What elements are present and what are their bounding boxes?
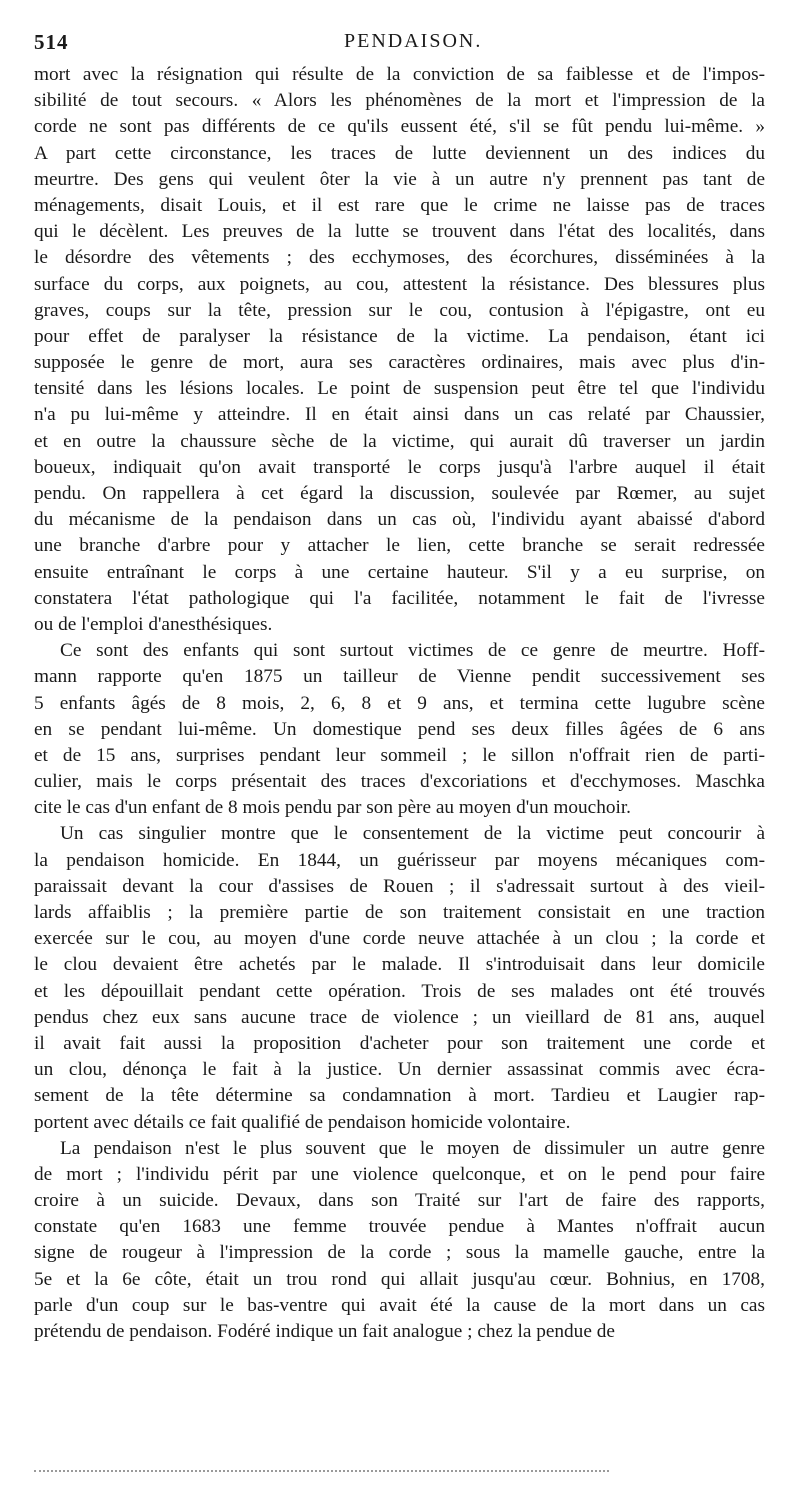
page-header (34, 30, 764, 60)
text-line: le désordre des vêtements ; des ecchymoses, des écorchures, disséminées à la (34, 247, 765, 269)
text-line: paraissait devant la cour d'assises de Rouen ; il s'adressait surtout à des vieil- (34, 875, 765, 897)
text-line: le clou devaient être achetés par le malade. Il s'introduisait dans leur domicile (34, 954, 765, 976)
text-line: surface du corps, aux poignets, au cou, attestent la résistance. Des blessures plus (34, 273, 765, 295)
text-line: Un cas singulier montre que le consentement de la victime peut concourir à (60, 823, 765, 845)
text-line: exercée sur le cou, au moyen d'une corde neuve attachée à un clou ; la corde et (34, 928, 765, 950)
text-line: A part cette circonstance, les traces de lutte deviennent un des indices du (34, 142, 765, 164)
text-line: sibilité de tout secours. « Alors les phénomènes de la mort et l'impression de la (34, 90, 765, 112)
text-line: La pendaison n'est le plus souvent que le moyen de dissimuler un autre genre (60, 1137, 765, 1159)
text-line: pendu. On rappellera à cet égard la discussion, soulevée par Rœmer, au sujet (34, 483, 765, 504)
text-line: n'a pu lui-même y atteindre. Il en était ainsi dans un cas relaté par Chaussier, (34, 404, 765, 426)
text-line: mann rapporte qu'en 1875 un tailleur de Vienne pendit successivement ses (34, 666, 765, 688)
paragraph (34, 62, 765, 638)
text-line: culier, mais le corps présentait des traces d'excoriations et d'ecchymoses. Maschka (34, 771, 765, 793)
text-line: et les dépouillait pendant cette opération. Trois de ses malades ont été trouvés (34, 980, 765, 1002)
paragraph (34, 638, 765, 821)
text-line: du mécanisme de la pendaison dans un cas où, l'individu ayant abaissé d'abord (34, 509, 765, 531)
page-number: 514 (34, 30, 69, 54)
text-line: et de 15 ans, surprises pendant leur sommeil ; le sillon n'offrait rien de parti- (34, 744, 765, 766)
text-line: Ce sont des enfants qui sont surtout victimes de ce genre de meurtre. Hoff- (60, 640, 765, 662)
text-line: et en outre la chaussure sèche de la victime, qui aurait dû traverser un jardin (34, 430, 765, 452)
text-line: signe de rougeur à l'impression de la corde ; sous la mamelle gauche, entre la (34, 1242, 765, 1264)
text-line: ménagements, disait Louis, et il est rare que le crime ne laisse pas de traces (34, 194, 765, 216)
text-line: supposée le genre de mort, aura ses caractères ordinaires, mais avec plus d'in- (34, 352, 765, 374)
text-line: il avait fait aussi la proposition d'acheter pour son traitement une corde et (34, 1032, 765, 1054)
text-line: une branche d'arbre pour y attacher le lien, cette branche se serait redressée (34, 535, 765, 557)
text-line: 5e et la 6e côte, était un trou rond qui allait jusqu'au cœur. Bohnius, en 1708, (34, 1268, 765, 1290)
text-line: pendus chez eux sans aucune trace de violence ; un vieillard de 81 ans, auquel (34, 1006, 765, 1028)
body-text (34, 62, 765, 1345)
text-line: ou de l'emploi d'anesthésiques. (34, 613, 273, 635)
text-line: de mort ; l'individu périt par une violence quelconque, et on le pend pour faire (34, 1163, 765, 1185)
text-line: lards affaiblis ; la première partie de son traitement consistait en une traction (34, 902, 765, 923)
text-line: parle d'un coup sur le bas-ventre qui avait été la cause de la mort dans un cas (34, 1294, 765, 1316)
text-line: un clou, dénonça le fait à la justice. Un dernier assassinat commis avec écra- (34, 1059, 765, 1081)
paragraph (34, 1136, 765, 1346)
paragraph (34, 821, 765, 1135)
text-line: boueux, indiquait qu'on avait transporté le corps jusqu'à l'arbre auquel il était (34, 456, 765, 478)
text-line: meurtre. Des gens qui veulent ôter la vie à un autre n'y prennent pas tant de (34, 168, 765, 190)
text-line: tensité dans les lésions locales. Le point de suspension peut être tel que l'individu (34, 378, 765, 400)
text-line: en se pendant lui-même. Un domestique pend ses deux filles âgées de 6 ans (34, 718, 765, 740)
running-title: PENDAISON. (344, 30, 483, 52)
text-line: ensuite entraînant le corps à une certaine hauteur. S'il y a eu surprise, on (34, 561, 765, 583)
text-line: portent avec détails ce fait qualifié de pendaison homicide volontaire. (34, 1111, 571, 1133)
text-line: graves, coups sur la tête, pression sur le cou, contusion à l'épigastre, ont eu (34, 299, 765, 321)
text-line: qui le décèlent. Les preuves de la lutte se trouvent dans l'état des localités, dans (34, 221, 765, 243)
text-line: pour effet de paralyser la résistance de la victime. La pendaison, étant ici (34, 325, 765, 347)
text-line: 5 enfants âgés de 8 mois, 2, 6, 8 et 9 ans, et termina cette lugubre scène (34, 692, 765, 714)
text-line: croire à un suicide. Devaux, dans son Traité sur l'art de faire des rapports, (34, 1190, 765, 1212)
text-line: mort avec la résignation qui résulte de la conviction de sa faiblesse et de l'impos- (34, 64, 765, 85)
text-line: cite le cas d'un enfant de 8 mois pendu par son père au moyen d'un mouchoir. (34, 797, 632, 819)
text-line: constate qu'en 1683 une femme trouvée pendue à Mantes n'offrait aucun (34, 1216, 765, 1238)
text-line: corde ne sont pas différents de ce qu'ils eussent été, s'il se fût pendu lui-même. » (34, 116, 765, 138)
text-line: la pendaison homicide. En 1844, un guérisseur par moyens mécaniques com- (34, 849, 765, 871)
footer-dotted-rule (34, 1470, 609, 1472)
text-line: prétendu de pendaison. Fodéré indique un fait analogue ; chez la pendue de (34, 1321, 615, 1342)
text-line: constatera l'état pathologique qui l'a facilitée, notamment le fait de l'ivresse (34, 587, 765, 609)
text-line: sement de la tête détermine sa condamnation à mort. Tardieu et Laugier rap- (34, 1085, 765, 1107)
